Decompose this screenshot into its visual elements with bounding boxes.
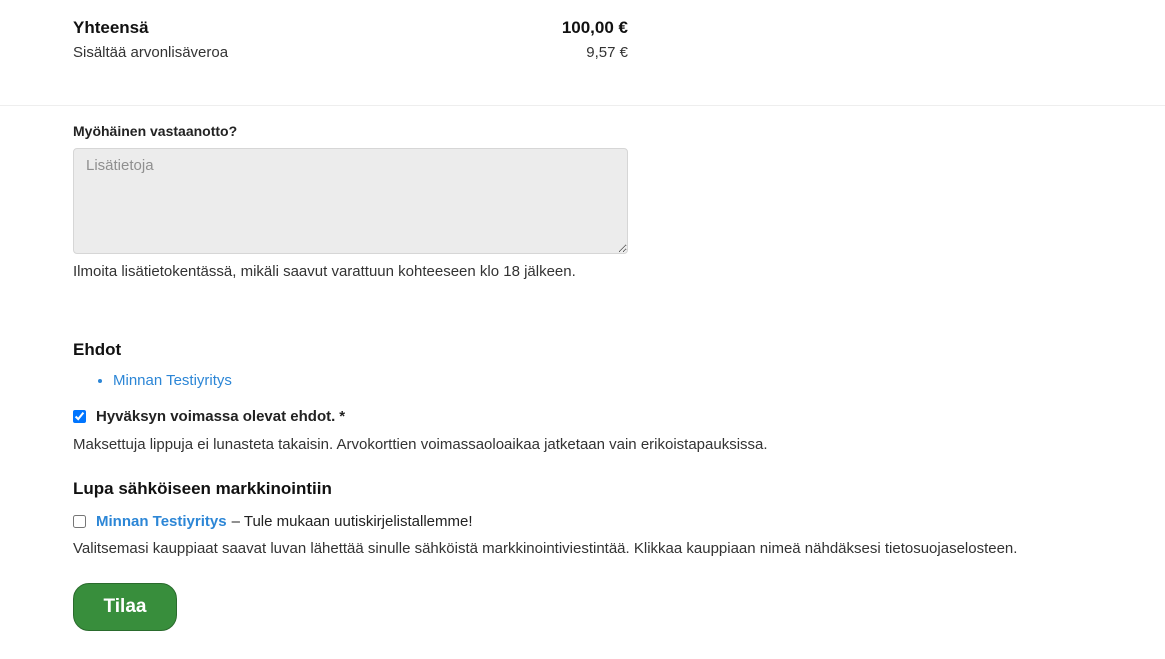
marketing-heading: Lupa sähköiseen markkinointiin	[73, 479, 332, 498]
accept-terms-row	[73, 408, 345, 425]
terms-list	[73, 372, 232, 389]
vat-label: Sisältää arvonlisäveroa	[73, 44, 229, 61]
late-arrival-textarea[interactable]	[73, 148, 628, 254]
marketing-optin-row	[73, 513, 473, 530]
total-row	[73, 18, 628, 38]
terms-link[interactable]: Minnan Testiyritys	[113, 372, 232, 389]
vat-row	[73, 44, 628, 61]
marketing-note: Valitsemasi kauppiaat saavat luvan lähettää sinulle sähköistä markkinointiviestintää. Klikkaa kauppiaan nimeä nähdäksesi tietosuojaselosteen.	[73, 540, 1018, 557]
section-divider	[0, 105, 1165, 106]
terms-note: Maksettuja lippuja ei lunasteta takaisin. Arvokorttien voimassaoloaikaa jatketaan vain erikoistapauksissa.	[73, 436, 768, 453]
order-totals	[73, 18, 628, 61]
order-button[interactable]: Tilaa	[73, 583, 177, 631]
merchant-privacy-link[interactable]: Minnan Testiyritys	[96, 513, 227, 530]
terms-list-item	[113, 372, 232, 389]
late-arrival-label: Myöhäinen vastaanotto?	[73, 123, 238, 139]
marketing-optin-text: – Tule mukaan uutiskirjelistallemme!	[231, 513, 473, 530]
late-arrival-help: Ilmoita lisätietokentässä, mikäli saavut varattuun kohteeseen klo 18 jälkeen.	[73, 263, 576, 280]
total-value: 100,00 €	[561, 18, 628, 37]
vat-value: 9,57 €	[586, 44, 628, 61]
total-label: Yhteensä	[73, 18, 149, 37]
required-mark: *	[339, 408, 346, 425]
accept-terms-label[interactable]: Hyväksyn voimassa olevat ehdot.	[96, 408, 336, 425]
accept-terms-checkbox[interactable]	[73, 410, 86, 423]
terms-heading: Ehdot	[73, 340, 122, 359]
marketing-optin-checkbox[interactable]	[73, 515, 86, 528]
